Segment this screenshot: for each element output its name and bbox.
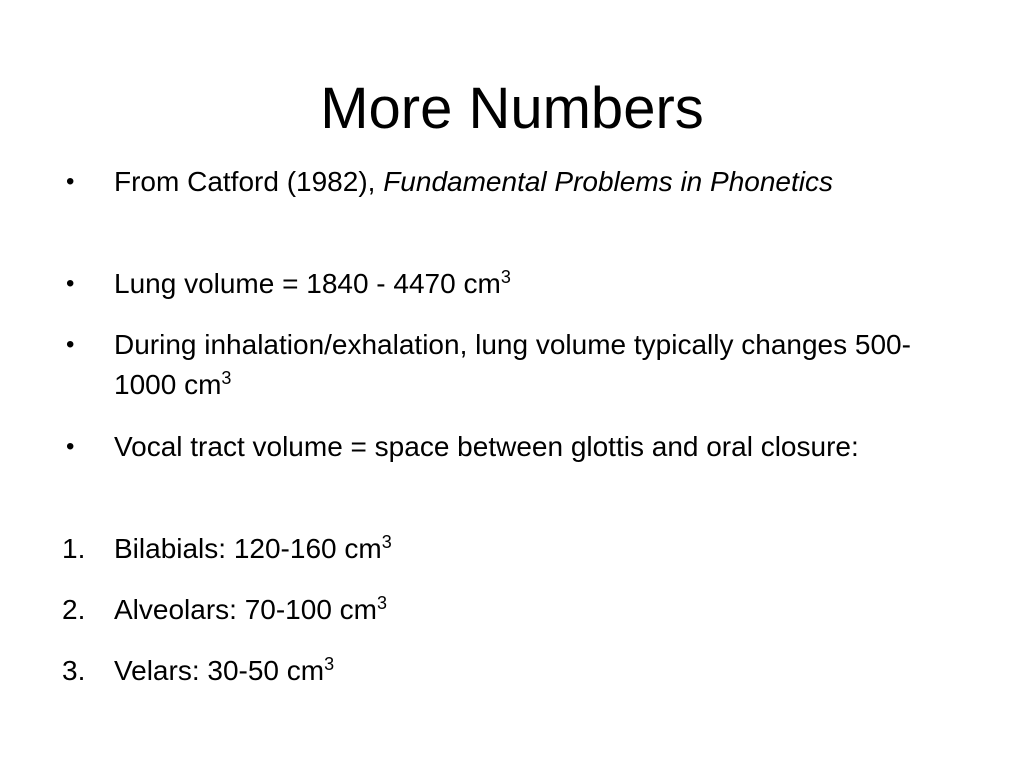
list-item-text [114,325,914,405]
list-item-text [114,162,914,202]
item-text: Alveolars: 70-100 cm [114,594,378,625]
list-item-text [114,529,914,569]
unit-superscript: 3 [324,654,335,674]
bullet-marker: • [66,270,75,297]
book-title: Fundamental Problems in Phonetics [383,166,833,197]
item-text-prefix: From Catford (1982), [114,166,384,197]
unit-superscript: 3 [381,532,392,552]
list-item-text [114,651,914,691]
item-text: Lung volume = 1840 - 4470 cm [114,268,501,299]
list-item-text [114,264,914,304]
number-marker: 3. [62,655,86,686]
unit-superscript: 3 [377,593,388,613]
item-text: Velars: 30-50 cm [114,655,325,686]
bullet-marker: • [66,331,75,358]
slide-title: More Numbers [320,76,704,141]
unit-superscript: 3 [221,368,232,388]
item-text: Vocal tract volume = space between glottis and oral closure: [114,431,859,462]
bullet-marker: • [66,168,75,195]
list-item-text [114,590,914,630]
bullet-marker: • [66,433,75,460]
number-marker: 2. [62,594,86,625]
item-text: Bilabials: 120-160 cm [114,533,382,564]
list-item-text [114,427,914,467]
number-marker: 1. [62,533,86,564]
unit-superscript: 3 [500,267,511,287]
item-text: During inhalation/exhalation, lung volume typically changes 500-1000 cm [114,329,911,400]
